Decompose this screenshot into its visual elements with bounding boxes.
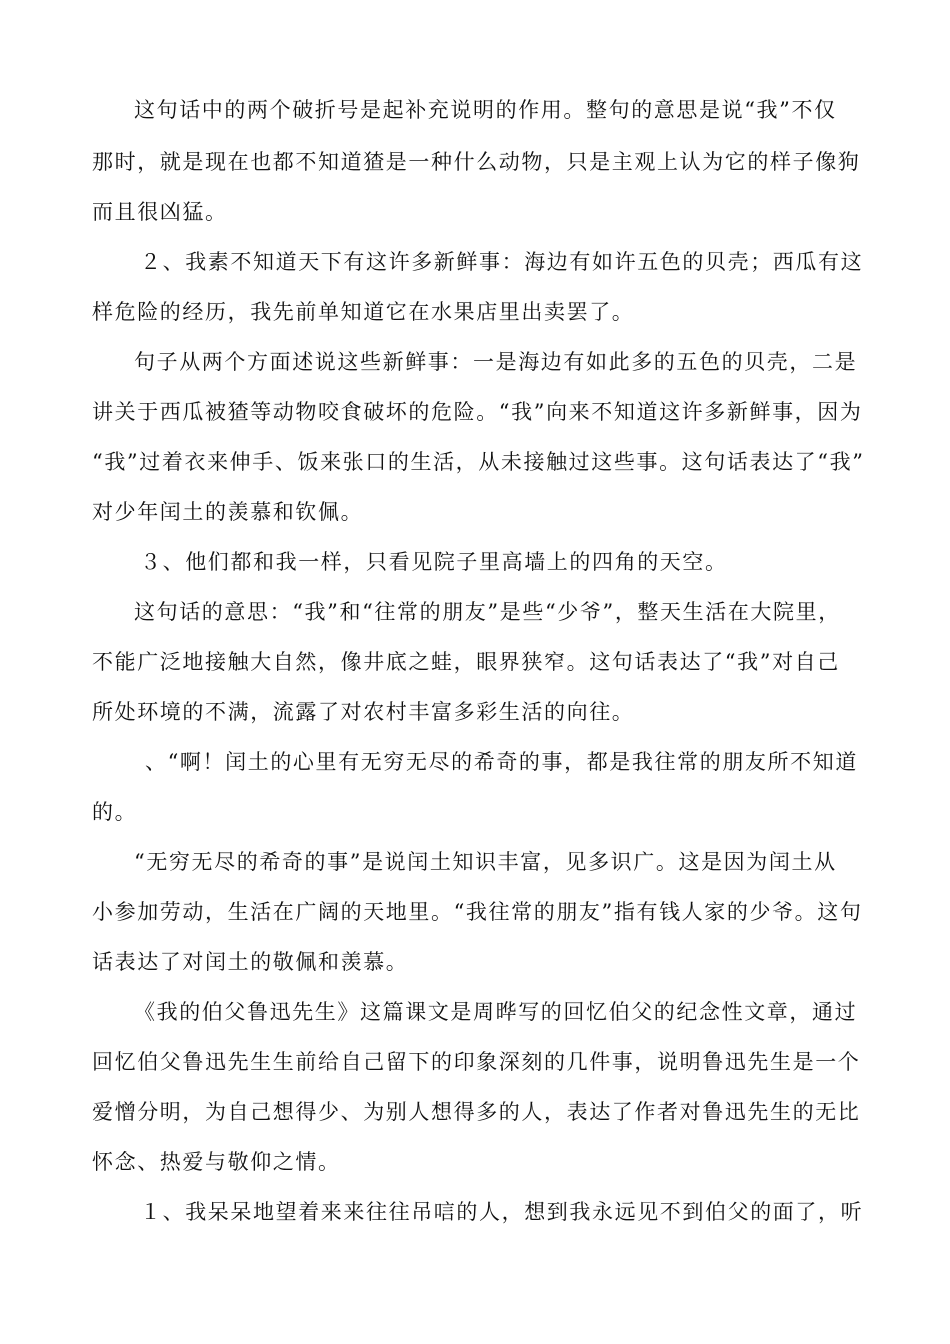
paragraph-line: １、我呆呆地望着来来往往吊唁的人，想到我永远见不到伯父的面了，听 [140,1200,864,1224]
paragraph-line: 句子从两个方面述说这些新鲜事：一是海边有如此多的五色的贝壳，二是 [134,350,858,374]
paragraph-line: 话表达了对闰土的敬佩和羡慕。 [92,950,409,974]
paragraph-line: ３、他们都和我一样，只看见院子里高墙上的四角的天空。 [140,550,728,574]
paragraph-line: “无穷无尽的希奇的事”是说闰土知识丰富，见多识广。这是因为闰土从 [134,850,837,874]
paragraph-line: 对少年闰土的羡慕和钦佩。 [92,500,364,524]
paragraph-line: 小参加劳动，生活在广阔的天地里。“我往常的朋友”指有钱人家的少爷。这句 [92,900,863,924]
paragraph-line: 所处环境的不满，流露了对农村丰富多彩生活的向往。 [92,700,635,724]
paragraph-line: 爱憎分明，为自己想得少、为别人想得多的人，表达了作者对鲁迅先生的无比 [92,1100,861,1124]
paragraph-line: 那时，就是现在也都不知道猹是一种什么动物，只是主观上认为它的样子像狗 [92,150,861,174]
paragraph-line: 怀念、热爱与敬仰之情。 [92,1150,341,1174]
paragraph-line: 而且很凶猛。 [92,200,228,224]
paragraph-line: “我”过着衣来伸手、饭来张口的生活，从未接触过这些事。这句话表达了“我” [92,450,865,474]
paragraph-line: ２、我素不知道天下有这许多新鲜事：海边有如许五色的贝壳；西瓜有这 [140,250,864,274]
paragraph-line: 的。 [92,800,138,824]
paragraph-line: 这句话的意思：“我”和“往常的朋友”是些“少爷”，整天生活在大院里， [134,600,841,624]
paragraph-line: 《我的伯父鲁迅先生》这篇课文是周晔写的回忆伯父的纪念性文章，通过 [134,1000,858,1024]
paragraph-line: 、“啊！闰土的心里有无穷无尽的希奇的事，都是我往常的朋友所不知道 [145,750,858,774]
paragraph-line: 这句话中的两个破折号是起补充说明的作用。整句的意思是说“我”不仅 [134,98,837,122]
paragraph-line: 回忆伯父鲁迅先生生前给自己留下的印象深刻的几件事，说明鲁迅先生是一个 [92,1050,861,1074]
paragraph-line: 讲关于西瓜被猹等动物咬食破坏的危险。“我”向来不知道这许多新鲜事，因为 [92,400,863,424]
paragraph-line: 样危险的经历，我先前单知道它在水果店里出卖罢了。 [92,300,635,324]
paragraph-line: 不能广泛地接触大自然，像井底之蛙，眼界狭窄。这句话表达了“我”对自己 [92,650,840,674]
